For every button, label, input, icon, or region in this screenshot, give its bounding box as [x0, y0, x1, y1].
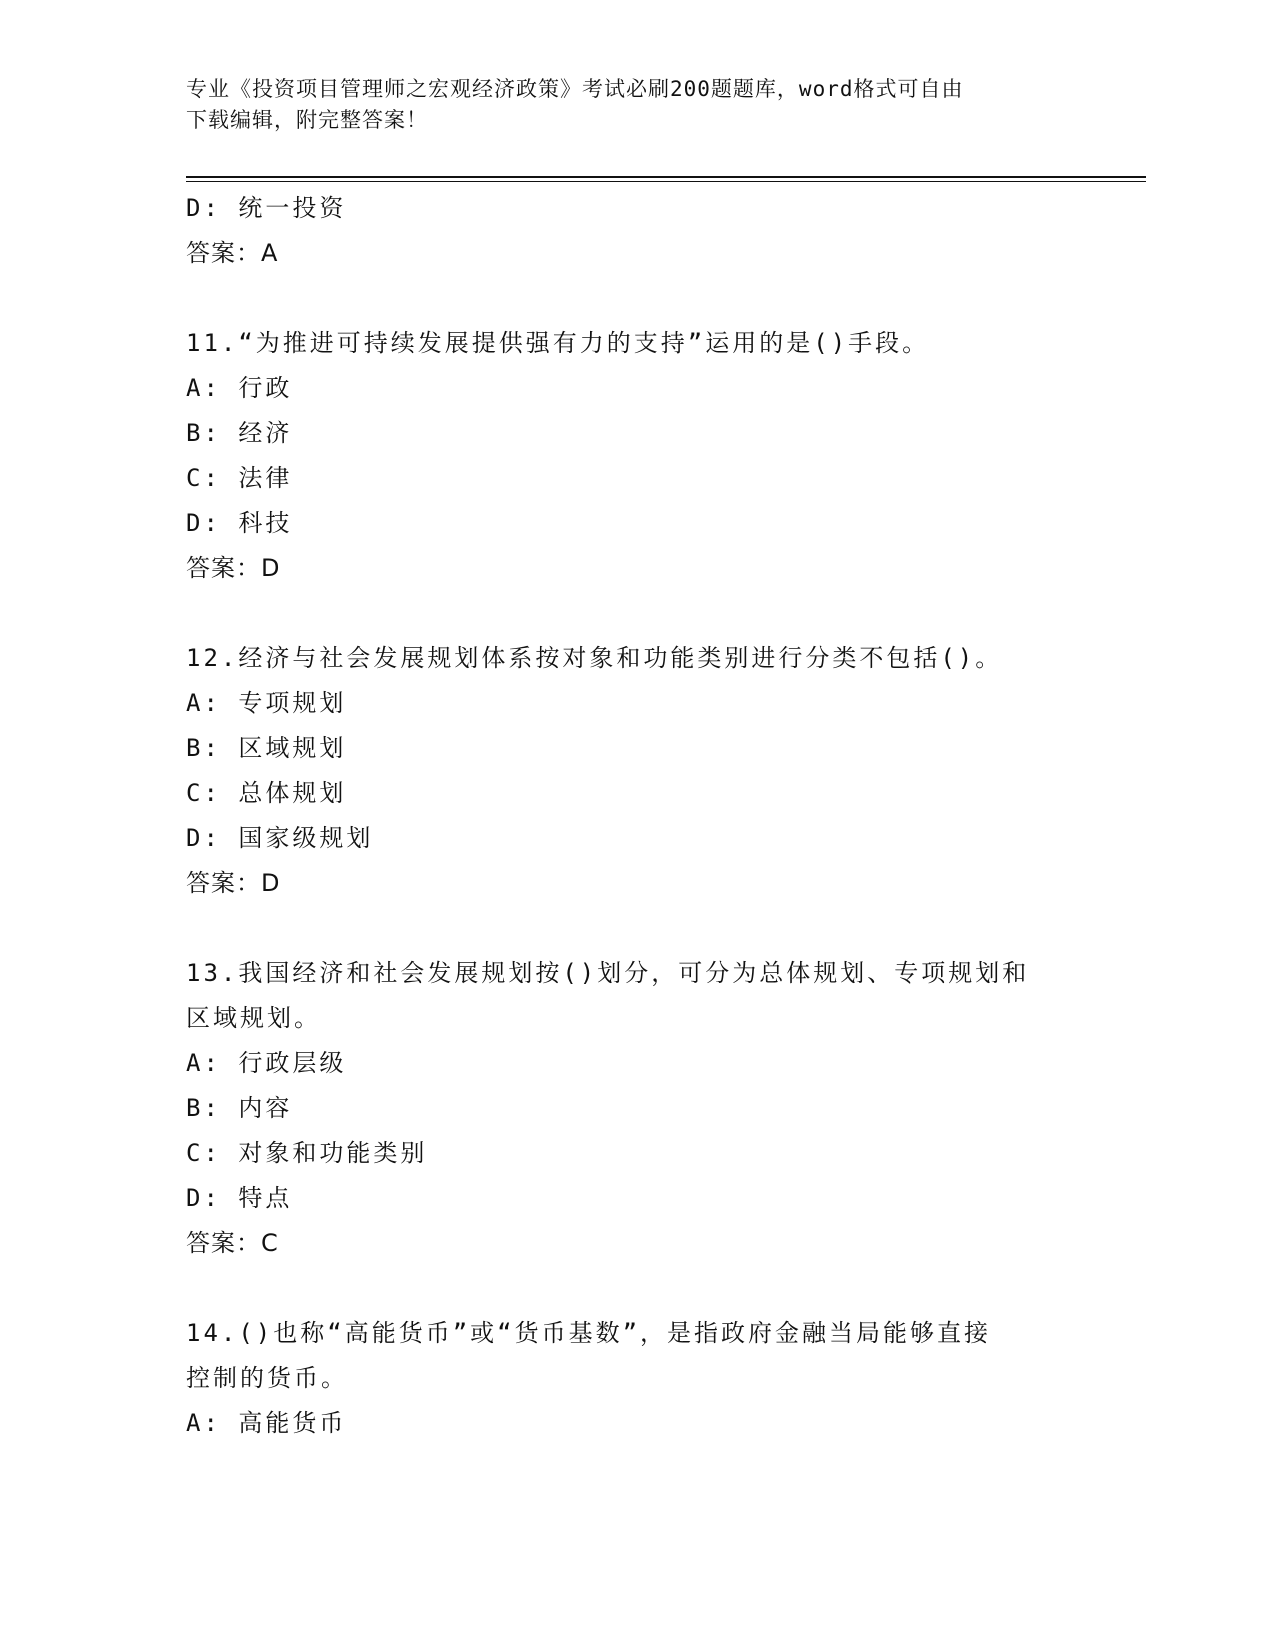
- question-text-line-2: 区域规划。: [186, 1004, 321, 1032]
- header-rule-thin: [186, 181, 1146, 182]
- header-line-1: 专业《投资项目管理师之宏观经济政策》考试必刷200题题库，word格式可自由: [186, 77, 964, 101]
- option-d: D: 科技: [186, 509, 293, 537]
- option-d: D: 统一投资: [186, 194, 347, 222]
- option-d: D: 国家级规划: [186, 824, 374, 852]
- option-b: B: 内容: [186, 1094, 293, 1122]
- question-text-line-1: 13.我国经济和社会发展规划按()划分，可分为总体规划、专项规划和: [186, 959, 1030, 987]
- question-12: [186, 636, 1066, 906]
- spacer: [186, 1266, 1066, 1311]
- option-b: B: 经济: [186, 419, 293, 447]
- spacer: [186, 276, 1066, 321]
- answer: 答案：D: [186, 869, 281, 897]
- question-14: [186, 1311, 1066, 1446]
- header-rule-thick: [186, 176, 1146, 178]
- document-header: [186, 74, 1066, 136]
- question-text-line-2: 控制的货币。: [186, 1364, 348, 1392]
- question-11: [186, 321, 1066, 591]
- option-b: B: 区域规划: [186, 734, 347, 762]
- question-13: [186, 951, 1066, 1266]
- option-a: A: 高能货币: [186, 1409, 347, 1437]
- header-line-2: 下载编辑，附完整答案！: [186, 108, 428, 132]
- option-c: C: 总体规划: [186, 779, 347, 807]
- question-text-line-1: 14.()也称“高能货币”或“货币基数”，是指政府金融当局能够直接: [186, 1319, 992, 1347]
- answer: 答案：A: [186, 239, 279, 267]
- spacer: [186, 906, 1066, 951]
- question-text: 12.经济与社会发展规划体系按对象和功能类别进行分类不包括()。: [186, 644, 1003, 672]
- option-a: A: 专项规划: [186, 689, 347, 717]
- option-c: C: 法律: [186, 464, 293, 492]
- answer: 答案：C: [186, 1229, 279, 1257]
- question-10-tail: [186, 186, 1066, 276]
- option-c: C: 对象和功能类别: [186, 1139, 428, 1167]
- spacer: [186, 591, 1066, 636]
- option-d: D: 特点: [186, 1184, 293, 1212]
- question-list: [186, 186, 1066, 1446]
- answer: 答案：D: [186, 554, 281, 582]
- option-a: A: 行政: [186, 374, 293, 402]
- option-a: A: 行政层级: [186, 1049, 347, 1077]
- question-text: 11.“为推进可持续发展提供强有力的支持”运用的是()手段。: [186, 329, 930, 357]
